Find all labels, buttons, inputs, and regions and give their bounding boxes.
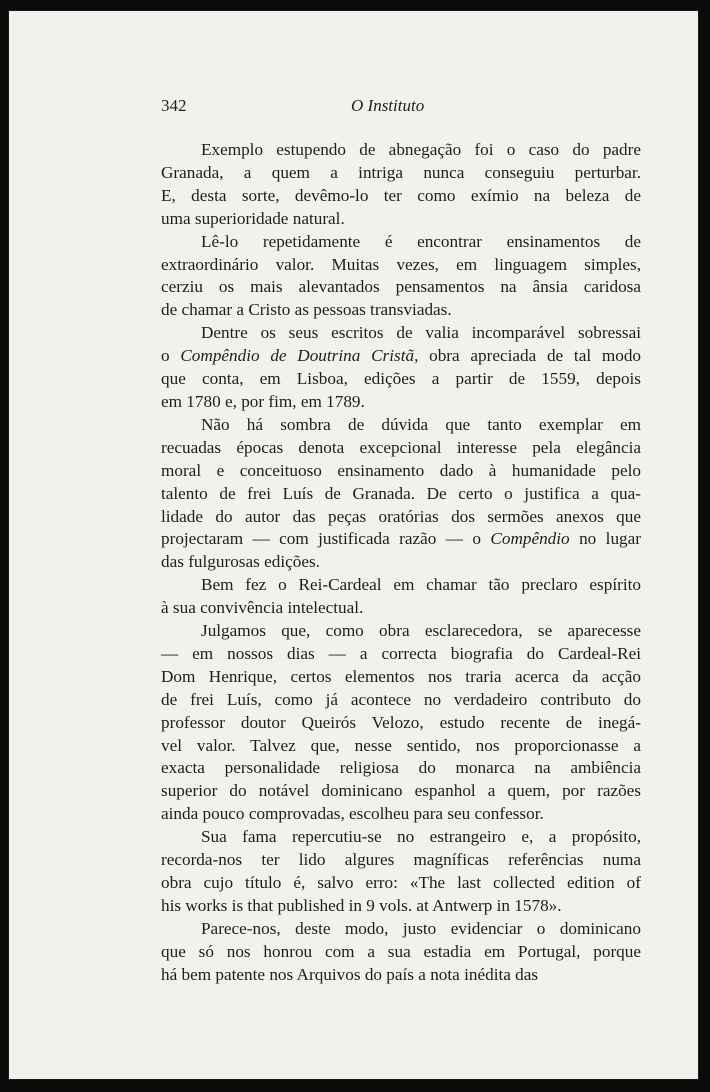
text-line: Sua fama repercutiu-se no estrangeiro e, a propósito, (201, 827, 641, 847)
text-line: E, desta sorte, devêmo-lo ter como exímio na beleza de (161, 185, 641, 205)
page-header (161, 96, 641, 122)
text-line: Exemplo estupendo de abnegação foi o caso do padre (201, 140, 641, 159)
paragraph (161, 620, 641, 826)
paragraph (161, 414, 641, 574)
text-line: recorda-nos ter lido algures magníficas referências numa (161, 850, 641, 870)
text-line: Bem fez o Rei-Cardeal em chamar tão preclaro espírito (201, 575, 641, 595)
text-line: de frei Luís, como já acontece no verdadeiro contributo do (161, 689, 641, 709)
text-line: his works is that published in 9 vols. at Antwerp in 1578». (161, 895, 562, 915)
body-text (161, 139, 641, 987)
text-line: extraordinário valor. Muitas vezes, em linguagem simples, (161, 254, 641, 274)
text-line: uma superioridade natural. (161, 208, 345, 228)
paragraph (161, 918, 641, 987)
text-line: à sua convivência intelectual. (161, 598, 364, 618)
text-line: que conta, em Lisboa, edições a partir de 1559, depois (161, 369, 641, 389)
text-line: exacta personalidade religiosa do monarca na ambiência (161, 758, 641, 778)
text-line: Julgamos que, como obra esclarecedora, se aparecesse (201, 621, 641, 641)
text-line: lidade do autor das peças oratórias dos sermões anexos que (161, 506, 641, 526)
text-line: que só nos honrou com a sua estadia em Portugal, porque (161, 941, 641, 961)
text-line: superior do notável dominicano espanhol a quem, por razões (161, 781, 641, 801)
text-line: de chamar a Cristo as pessoas transviadas. (161, 300, 452, 320)
text-line: há bem patente nos Arquivos do país a nota inédita das (161, 964, 539, 984)
text-line: Não há sombra de dúvida que tanto exemplar em (201, 414, 641, 434)
book-page (8, 10, 699, 1080)
text-line: moral e conceituoso ensinamento dado à humanidade pelo (161, 460, 641, 480)
paragraph (161, 826, 641, 918)
text-line: ainda pouco comprovadas, escolheu para seu confessor. (161, 804, 544, 824)
text-line: recuadas épocas denota excepcional interesse pela elegância (161, 437, 641, 457)
paragraph (161, 574, 641, 620)
paragraph (161, 139, 641, 231)
text-line: o Compêndio de Doutrina Cristã, obra apreciada de tal modo (161, 346, 642, 366)
text-line: cerziu os mais alevantados pensamentos na ânsia caridosa (161, 277, 641, 297)
text-line: em 1780 e, por fim, em 1789. (161, 391, 365, 411)
text-line: projectaram — com justificada razão — o Compêndio no lugar (161, 529, 641, 549)
text-line: Granada, a quem a intriga nunca conseguiu perturbar. (161, 162, 641, 182)
text-line: Dom Henrique, certos elementos nos traria acerca da acção (161, 666, 641, 686)
text-line: obra cujo título é, salvo erro: «The last collected edition of (161, 873, 641, 892)
paragraph (161, 231, 641, 323)
text-line: vel valor. Talvez que, nesse sentido, nos proporcionasse a (161, 735, 641, 755)
text-line: Lê-lo repetidamente é encontrar ensinamentos de (201, 231, 641, 251)
paragraph (161, 322, 641, 414)
text-line: talento de frei Luís de Granada. De certo o justifica a qua- (161, 483, 641, 503)
text-line: professor doutor Queirós Velozo, estudo recente de inegá- (161, 712, 641, 732)
page-number: 342 (161, 96, 187, 115)
text-line: das fulgurosas edições. (161, 552, 320, 572)
text-line: Dentre os seus escritos de valia incomparável sobressai (201, 323, 641, 343)
text-line: — em nossos dias — a correcta biografia do Cardeal-Rei (161, 643, 641, 663)
running-title: O Instituto (351, 96, 425, 115)
text-line: Parece-nos, deste modo, justo evidenciar o dominicano (201, 918, 641, 938)
